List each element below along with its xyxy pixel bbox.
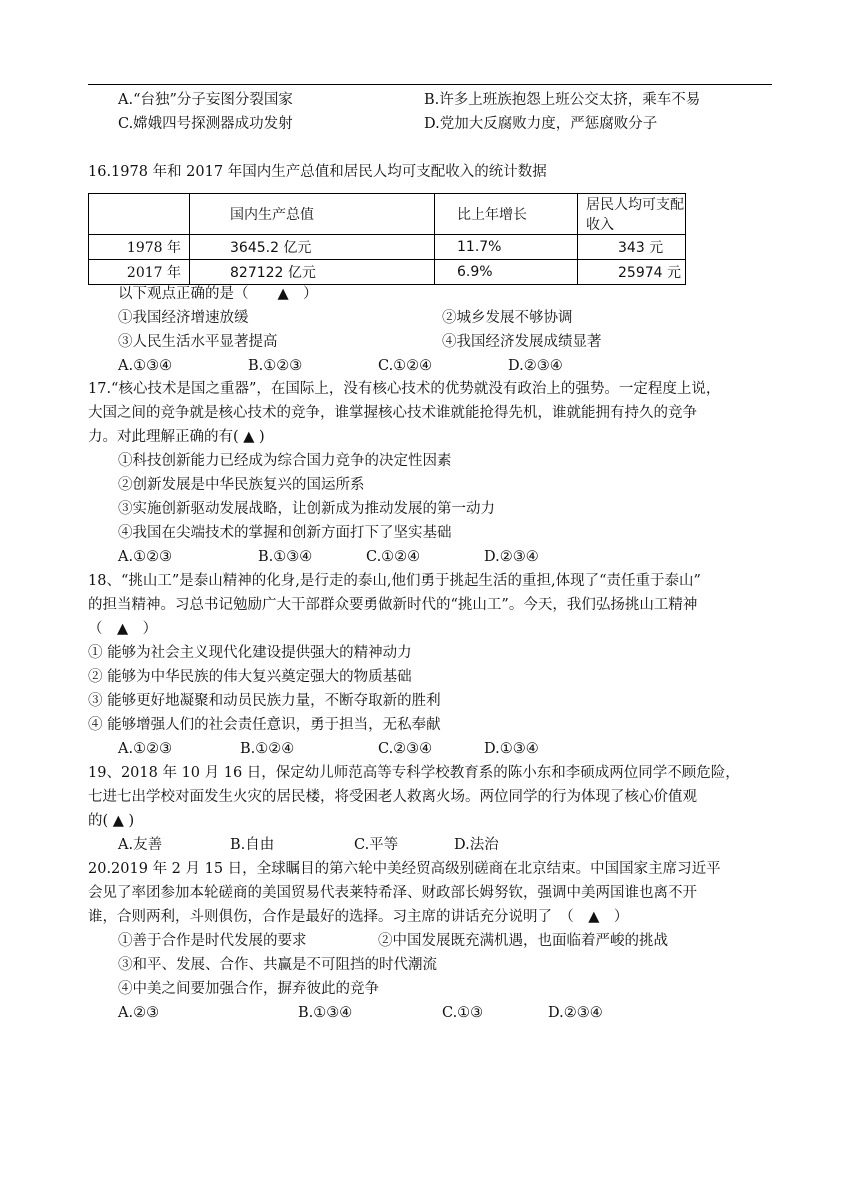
q16-item-2: ②城乡发展不够协调	[442, 310, 573, 326]
q18-option-d: D.①③④	[484, 741, 539, 757]
q18-option-b: B.①②④	[240, 741, 295, 757]
q17-item-2: ②创新发展是中华民族复兴的国运所系	[118, 477, 365, 493]
q20-line-3: 谁，合则两利，斗则俱伤，合作是最好的选择。习主席的讲话充分说明了 （ ▲ ）	[88, 909, 629, 925]
q17-line-3: 力。对此理解正确的有( ▲ )	[88, 429, 265, 445]
q20-item-4: ④中美之间要加强合作，摒弃彼此的竞争	[118, 981, 379, 997]
q19-option-b: B.自由	[230, 837, 275, 853]
q18-line-2: 的担当精神。习总书记勉励广大干部群众要勇做新时代的“挑山工”。今天，我们弘扬挑山工精神	[88, 597, 698, 613]
q17-item-1: ①科技创新能力已经成为综合国力竞争的决定性因素	[118, 453, 452, 469]
q20-line-1: 20.2019 年 2 月 15 日，全球瞩目的第六轮中美经贸高级别磋商在北京结束。中国国家主席习近平	[88, 861, 721, 877]
q17-option-c: C.①②④	[366, 549, 421, 565]
q16-option-c: C.①②④	[378, 358, 433, 374]
q16-option-a: A.①③④	[118, 358, 173, 374]
q18-item-2: ② 能够为中华民族的伟大复兴奠定强大的物质基础	[88, 669, 412, 685]
table-header-row	[89, 194, 686, 235]
q19-option-c: C.平等	[354, 837, 399, 853]
q17-option-a: A.①②③	[118, 549, 173, 565]
stats-table	[88, 193, 686, 285]
table-header-cell	[89, 194, 190, 235]
q17-line-1: 17.“核心技术是国之重器”，在国际上，没有核心技术的优势就没有政治上的强势。一定程度上说，	[88, 381, 721, 397]
q17-line-2: 大国之间的竞争就是核心技术的竞争，谁掌握核心技术谁就能抢得先机，谁就能拥有持久的竞争	[88, 405, 697, 421]
q17-option-d: D.②③④	[484, 549, 539, 565]
q16-prompt: 以下观点正确的是（ ▲ ）	[118, 286, 318, 302]
table-header-cell: 比上年增长	[435, 194, 578, 235]
q20-item-1: ①善于合作是时代发展的要求	[118, 933, 307, 949]
q20-item-3: ③和平、发展、合作、共赢是不可阻挡的时代潮流	[118, 957, 437, 973]
q20-option-a: A.②③	[118, 1005, 160, 1021]
table-row	[89, 260, 686, 285]
table-cell: 343 元	[578, 235, 686, 260]
q20-option-b: B.①③④	[298, 1005, 353, 1021]
q17-option-b: B.①③④	[258, 549, 313, 565]
table-cell: 827122 亿元	[190, 260, 435, 285]
q15-option-a: A.“台独”分子妄图分裂国家	[118, 92, 293, 108]
q16-option-d: D.②③④	[508, 358, 563, 374]
table-cell: 6.9%	[435, 260, 578, 285]
q15-option-b: B.许多上班族抱怨上班公交太挤，乘车不易	[424, 92, 701, 108]
q19-option-a: A.友善	[118, 837, 163, 853]
table-header-cell: 国内生产总值	[190, 194, 435, 235]
q20-line-2: 会见了率团参加本轮磋商的美国贸易代表莱特希泽、财政部长姆努钦，强调中美两国谁也离不开	[88, 885, 697, 901]
q18-line-1: 18、“挑山工”是泰山精神的化身,是行走的泰山,他们勇于挑起生活的重担,体现了“责任重于泰山”	[88, 573, 701, 589]
q19-line-3: 的( ▲ )	[88, 813, 135, 829]
table-cell: 3645.2 亿元	[190, 235, 435, 260]
q20-item-2: ②中国发展既充满机遇，也面临着严峻的挑战	[378, 933, 668, 949]
q16-title: 16.1978 年和 2017 年国内生产总值和居民人均可支配收入的统计数据	[88, 164, 547, 180]
q19-line-1: 19、2018 年 10 月 16 日，保定幼儿师范高等专科学校教育系的陈小东和李硕成两位同学不顾危险，	[88, 765, 740, 781]
q19-option-d: D.法治	[454, 837, 499, 853]
table-cell: 11.7%	[435, 235, 578, 260]
table-cell: 25974 元	[578, 260, 686, 285]
table-cell: 1978 年	[89, 235, 190, 260]
q16-item-3: ③人民生活水平显著提高	[118, 334, 278, 350]
q18-item-4: ④ 能够增强人们的社会责任意识，勇于担当，无私奉献	[88, 717, 441, 733]
q18-line-3: （ ▲ ）	[88, 621, 158, 637]
q18-item-3: ③ 能够更好地凝聚和动员民族力量，不断夺取新的胜利	[88, 693, 441, 709]
table-header-cell: 居民人均可支配收入	[578, 194, 686, 235]
q18-option-c: C.②③④	[378, 741, 433, 757]
q16-item-4: ④我国经济发展成绩显著	[442, 334, 602, 350]
q17-item-3: ③实施创新驱动发展战略，让创新成为推动发展的第一动力	[118, 501, 495, 517]
q15-option-c: C.嫦娥四号探测器成功发射	[118, 116, 293, 132]
table-row	[89, 235, 686, 260]
q15-option-d: D.党加大反腐败力度，严惩腐败分子	[424, 116, 658, 132]
q19-line-2: 七进七出学校对面发生火灾的居民楼，将受困老人救离火场。两位同学的行为体现了核心价值观	[88, 789, 697, 805]
q20-option-c: C.①③	[442, 1005, 484, 1021]
q20-option-d: D.②③④	[548, 1005, 603, 1021]
table-cell: 2017 年	[89, 260, 190, 285]
q17-item-4: ④我国在尖端技术的掌握和创新方面打下了坚实基础	[118, 525, 452, 541]
q18-option-a: A.①②③	[118, 741, 173, 757]
header-rule	[88, 84, 772, 85]
q16-option-b: B.①②③	[248, 358, 303, 374]
q18-item-1: ① 能够为社会主义现代化建设提供强大的精神动力	[88, 645, 412, 661]
q16-item-1: ①我国经济增速放缓	[118, 310, 249, 326]
